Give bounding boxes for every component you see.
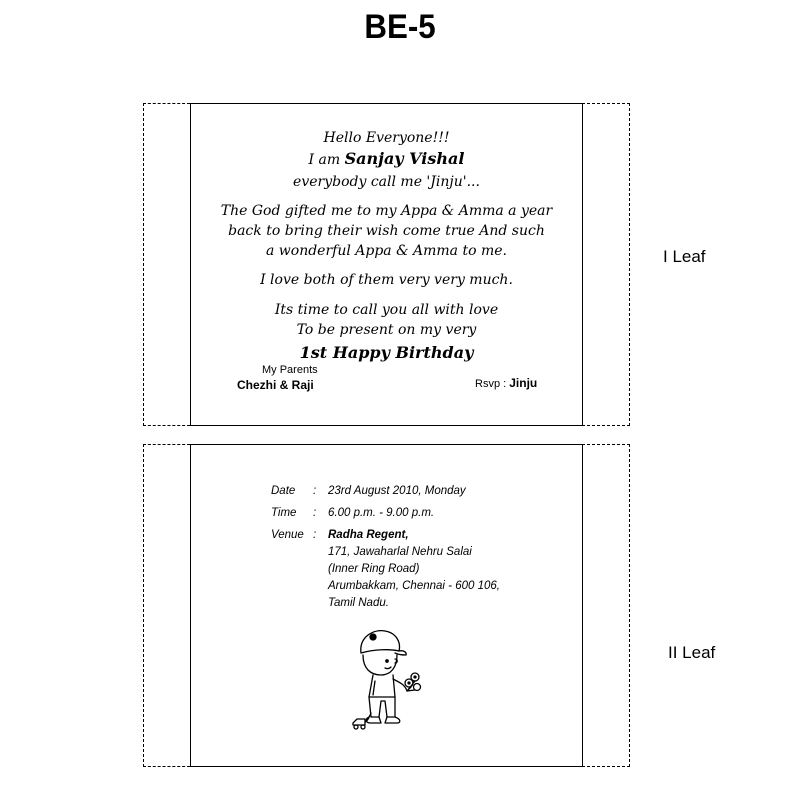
- leaf-two-label: II Leaf: [668, 643, 716, 662]
- parents-names: Chezhi & Raji: [237, 378, 314, 392]
- child-name: Sanjay Vishal: [344, 149, 465, 168]
- rsvp-name: Jinju: [509, 376, 538, 390]
- invite-line-2: To be present on my very: [296, 322, 477, 338]
- right-flap-leaf2: [582, 444, 630, 767]
- left-flap-leaf2: [143, 444, 190, 767]
- nickname-text: everybody call me 'Jinju'...: [293, 174, 480, 190]
- greeting-text: Hello Everyone!!!: [323, 130, 450, 146]
- venue-line-2: (Inner Ring Road): [328, 563, 420, 575]
- time-label: Time: [271, 507, 297, 519]
- venue-line-4: Tamil Nadu.: [328, 597, 389, 609]
- boy-illustration-icon: [351, 625, 431, 735]
- venue-colon: :: [313, 529, 317, 541]
- leaf-one-label: I Leaf: [663, 247, 706, 266]
- venue-label: Venue: [271, 529, 304, 541]
- leaf-two-card: [190, 444, 583, 767]
- parents-label: My Parents: [262, 364, 318, 376]
- story-line-3: a wonderful Appa & Amma to me.: [265, 243, 507, 259]
- venue-line-1: 171, Jawaharlal Nehru Salai: [328, 546, 472, 558]
- leaf-one-card: [190, 103, 583, 426]
- occasion-text: 1st Happy Birthday: [299, 343, 474, 362]
- right-flap-leaf1: [582, 103, 630, 426]
- rsvp: [475, 376, 537, 390]
- intro-line: [191, 149, 582, 170]
- date-label: Date: [271, 485, 296, 497]
- time-value: 6.00 p.m. - 9.00 p.m.: [328, 507, 435, 519]
- venue-name: Radha Regent,: [328, 529, 409, 541]
- love-line: I love both of them very very much.: [260, 272, 513, 288]
- left-flap-leaf1: [143, 103, 190, 426]
- page-title: BE-5: [364, 8, 436, 46]
- story-line-2: back to bring their wish come true And such: [228, 223, 545, 239]
- venue-line-3: Arumbakkam, Chennai - 600 106,: [328, 580, 500, 592]
- rsvp-label: Rsvp :: [475, 378, 507, 390]
- invite-line-1: Its time to call you all with love: [274, 302, 499, 318]
- time-colon: :: [313, 507, 317, 519]
- date-value: 23rd August 2010, Monday: [328, 485, 466, 497]
- intro-iam: I am: [308, 152, 341, 168]
- date-colon: :: [313, 485, 317, 497]
- story-line-1: The God gifted me to my Appa & Amma a year: [220, 203, 553, 219]
